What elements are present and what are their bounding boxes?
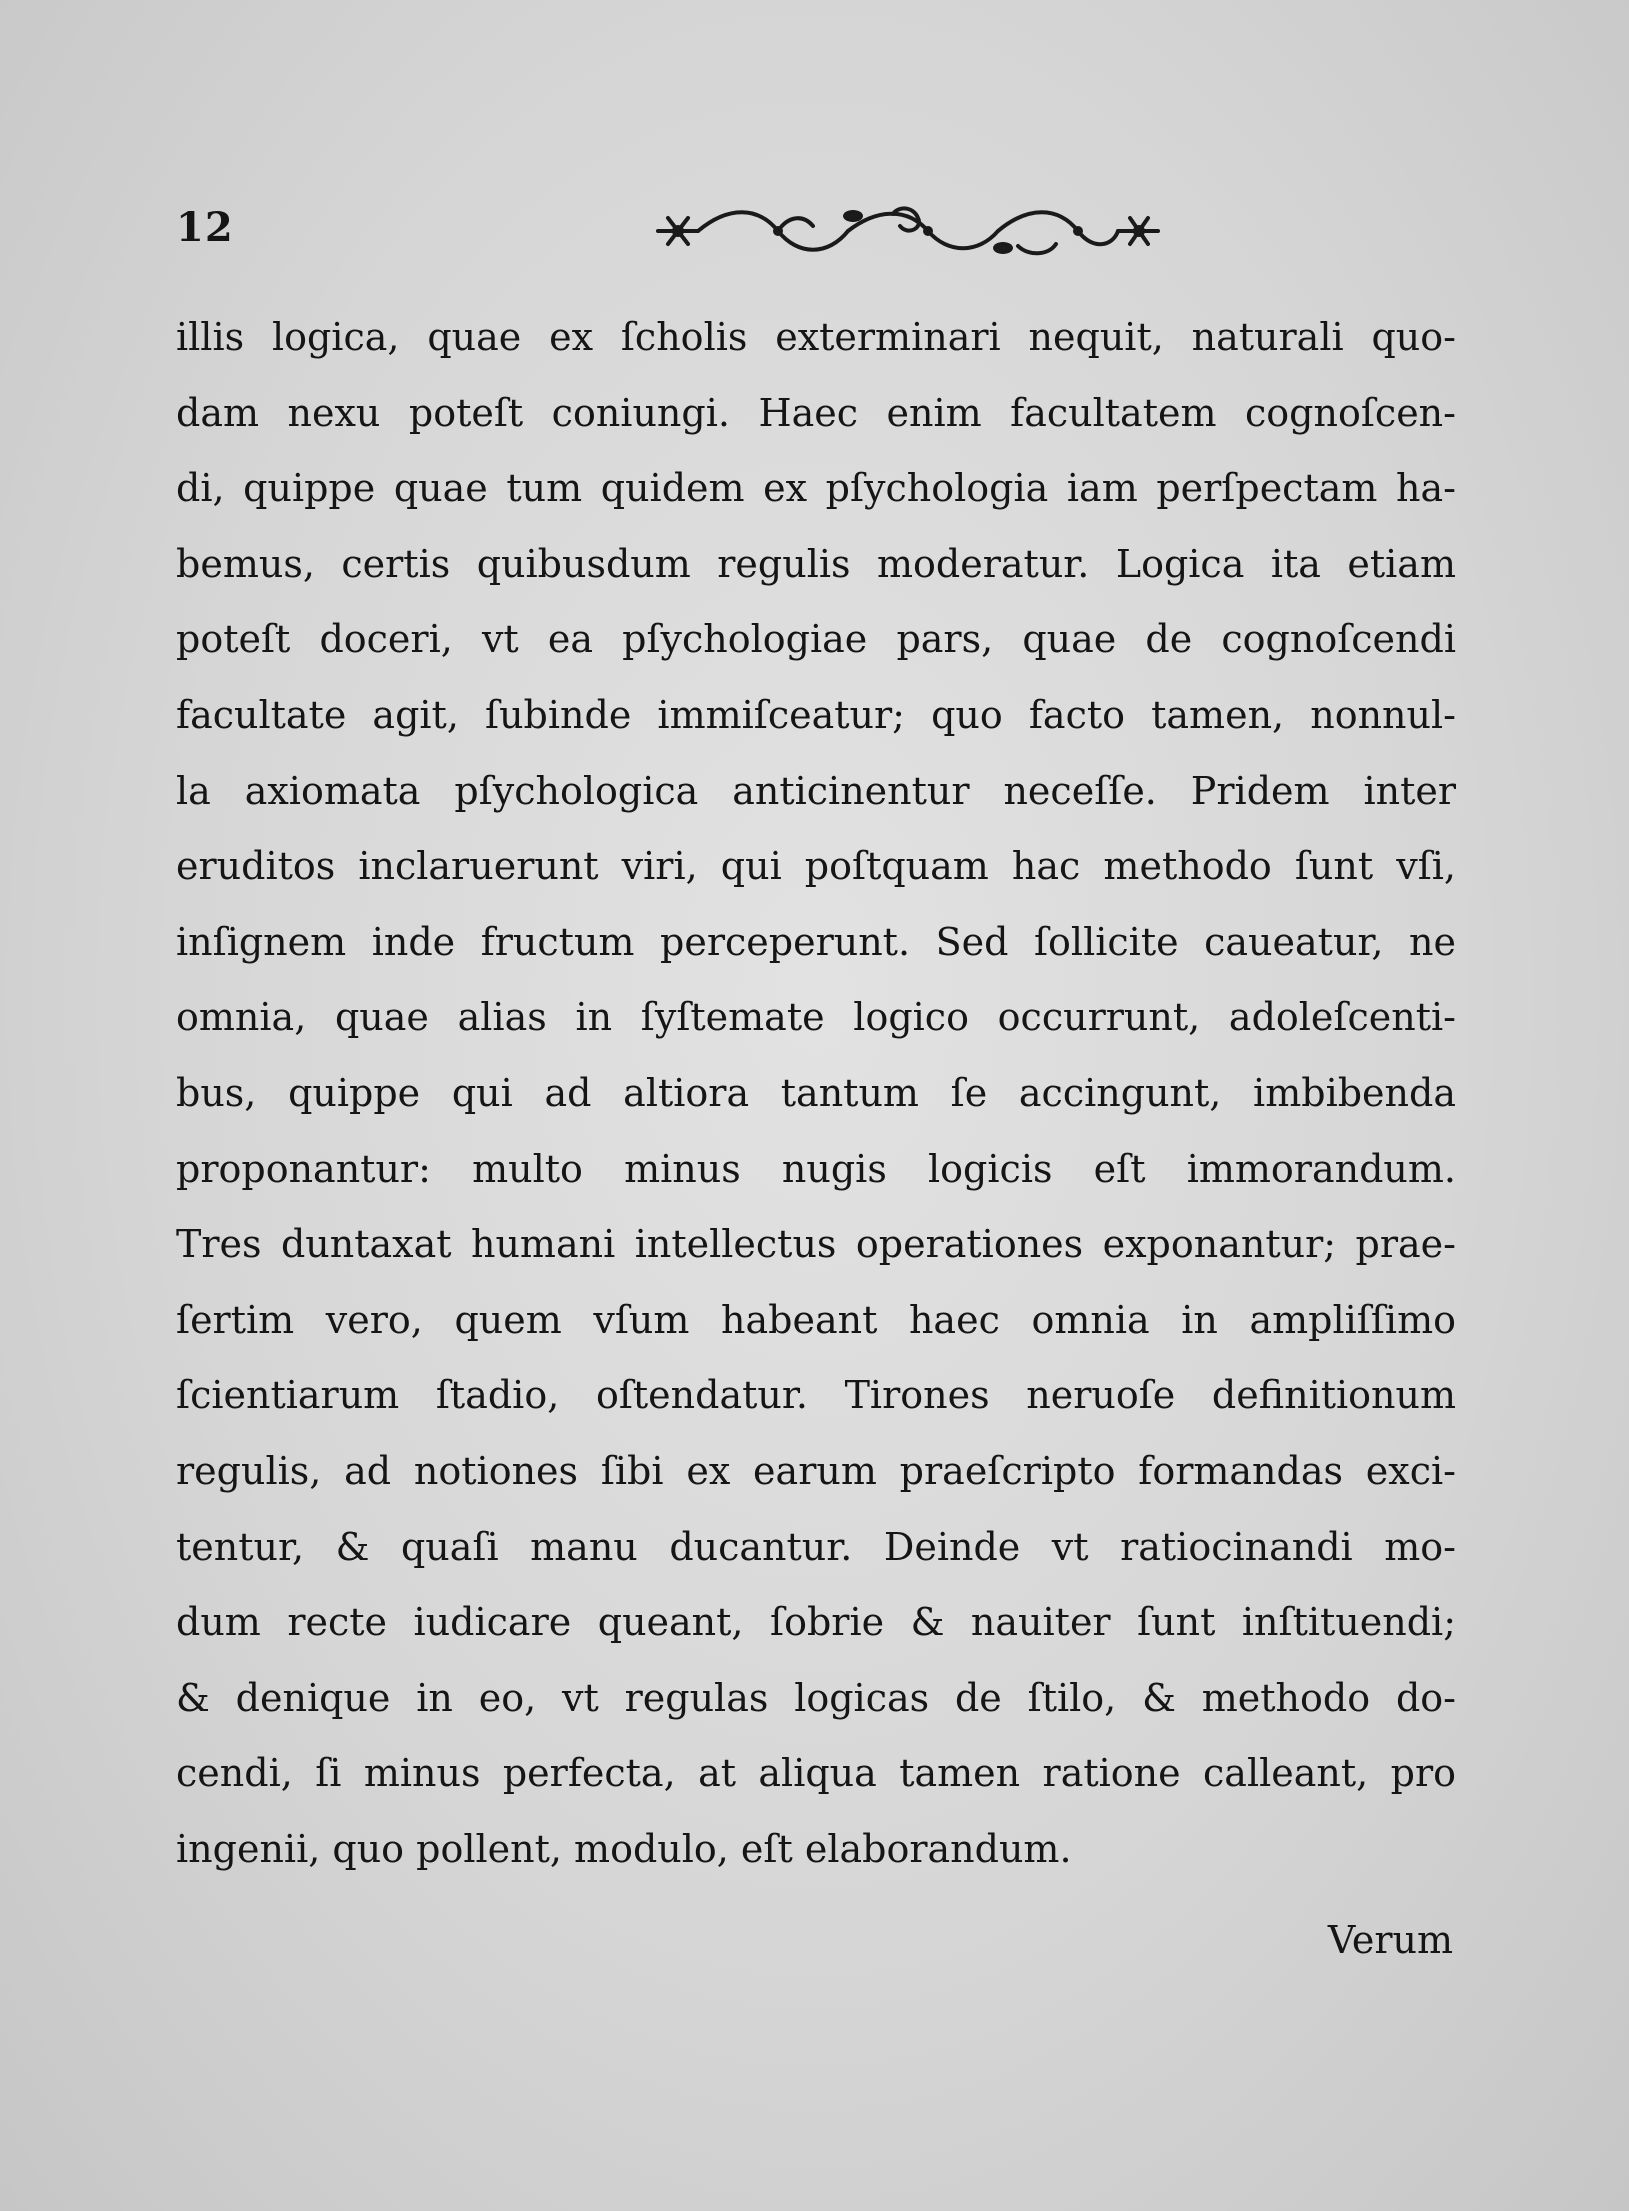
text-line: ingenii, quo pollent, modulo, eſt elaborandum. bbox=[176, 1826, 1072, 1871]
text-line: omnia, quae alias in ſyſtemate logico occurrunt, adoleſcenti- bbox=[176, 995, 1456, 1040]
text-line: bus, quippe qui ad altiora tantum ſe accingunt, imbibenda bbox=[176, 1070, 1456, 1115]
text-line: bemus, certis quibusdum regulis moderatur. Logica ita etiam bbox=[176, 541, 1456, 586]
text-line: la axiomata pſychologica anticinentur neceſſe. Pridem inter bbox=[176, 768, 1456, 813]
text-line: poteſt doceri, vt ea pſychologiae pars, quae de cognoſcendi bbox=[176, 617, 1456, 662]
text-line: & denique in eo, vt regulas logicas de ſtilo, & methodo do- bbox=[176, 1675, 1456, 1720]
body-text bbox=[176, 300, 1456, 1887]
text-line: tentur, & quaſi manu ducantur. Deinde vt ratiocinandi mo- bbox=[176, 1524, 1456, 1569]
text-line: dam nexu poteſt coniungi. Haec enim facultatem cognoſcen- bbox=[176, 390, 1456, 435]
text-line: eruditos inclaruerunt viri, qui poſtquam hac methodo ſunt vſi, bbox=[176, 844, 1456, 889]
text-line: dum recte iudicare queant, ſobrie & nauiter ſunt inſtituendi; bbox=[176, 1600, 1456, 1645]
text-line: facultate agit, ſubinde immiſceatur; quo facto tamen, nonnul- bbox=[176, 692, 1456, 737]
ornament-headpiece-icon bbox=[638, 196, 1178, 266]
text-line: Tres duntaxat humani intellectus operationes exponantur; prae- bbox=[176, 1222, 1456, 1267]
text-line: cendi, ſi minus perfecta, at aliqua tamen ratione calleant, pro bbox=[176, 1751, 1456, 1796]
text-line: inſignem inde fructum perceperunt. Sed ſollicite caueatur, ne bbox=[176, 919, 1456, 964]
text-line: ſcientiarum ſtadio, oſtendatur. Tirones neruoſe definitionum bbox=[176, 1373, 1456, 1418]
catchword: Verum bbox=[1327, 1918, 1453, 1962]
text-line: regulis, ad notiones ſibi ex earum praeſcripto formandas exci- bbox=[176, 1448, 1456, 1493]
text-line: illis logica, quae ex ſcholis exterminari nequit, naturali quo- bbox=[176, 315, 1456, 359]
text-line: ſertim vero, quem vſum habeant haec omnia in ampliſſimo bbox=[176, 1297, 1456, 1342]
page-number: 12 bbox=[176, 204, 234, 251]
text-line: di, quippe quae tum quidem ex pſychologia iam perſpectam ha- bbox=[176, 466, 1456, 511]
text-line: proponantur: multo minus nugis logicis eſt immorandum. bbox=[176, 1146, 1456, 1191]
page-header bbox=[176, 196, 1456, 266]
